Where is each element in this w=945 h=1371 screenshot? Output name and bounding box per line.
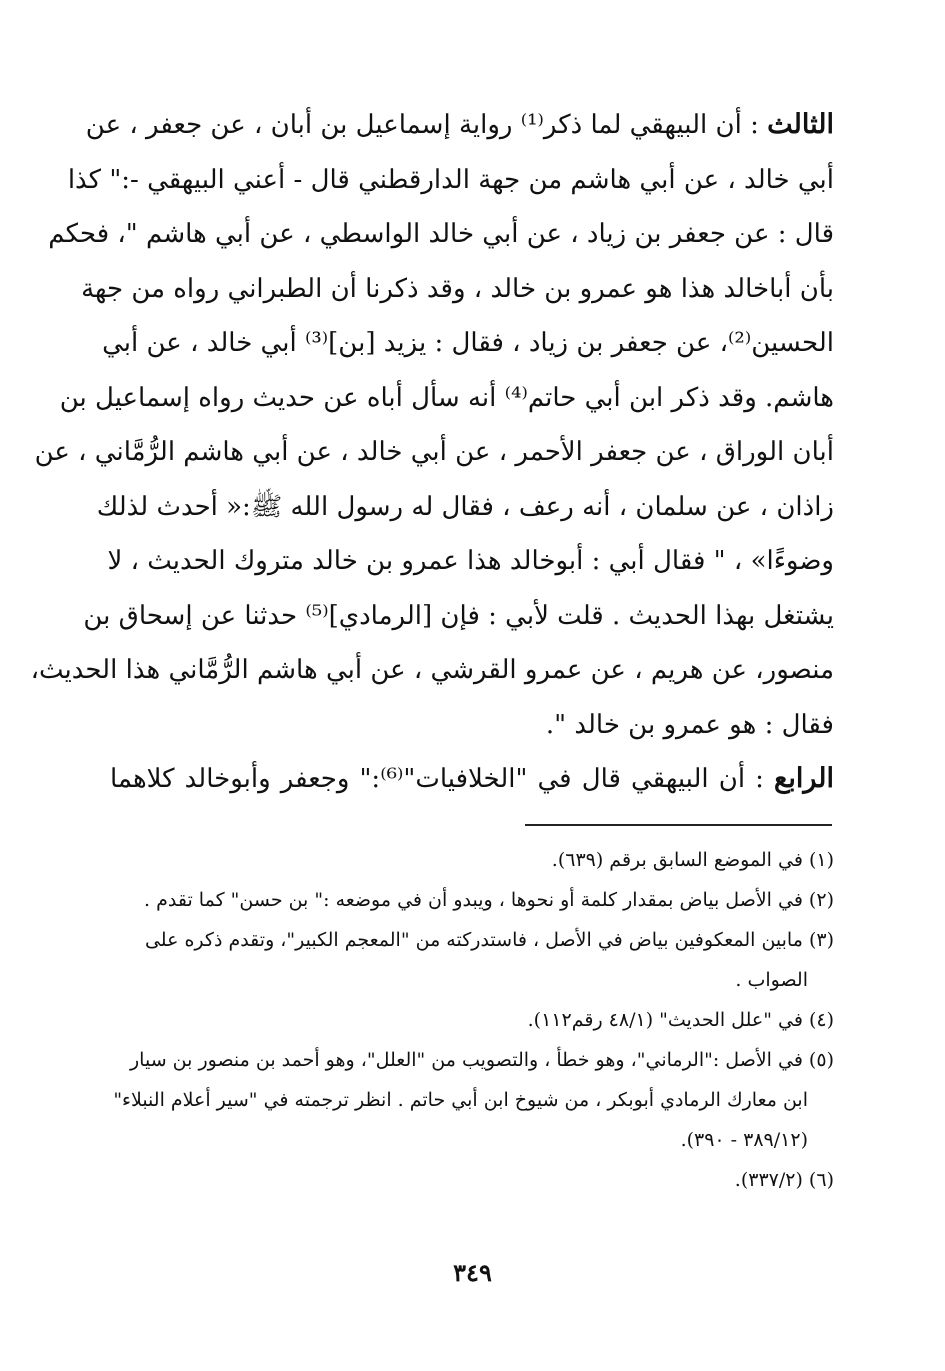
footnotes bbox=[110, 840, 834, 1200]
text-line: قال : عن جعفر بن زياد ، عن أبي خالد الواسطي ، عن أبي هاشم "، فحكم bbox=[48, 219, 834, 249]
page-number: ٣٤٩ bbox=[453, 1258, 492, 1287]
footnote-separator bbox=[525, 824, 832, 826]
footnote-continuation: الصواب . bbox=[735, 969, 808, 991]
text-line: يشتغل بهذا الحديث . قلت لأبي : فإن [الرمادي]⁽⁵⁾ حدثنا عن إسحاق بن bbox=[83, 600, 834, 631]
text-line: زاذان ، عن سلمان ، أنه رعف ، فقال له رسول الله ﷺ:« أحدث لذلك bbox=[96, 491, 834, 522]
text-line: الثالث : أن البيهقي لما ذكر⁽¹⁾ رواية إسماعيل بن أبان ، عن جعفر ، عن bbox=[85, 109, 834, 140]
text-line: فقال : هو عمرو بن خالد ". bbox=[545, 709, 834, 740]
text-line: أبان الوراق ، عن جعفر الأحمر ، عن أبي خالد ، عن أبي هاشم الرُّمَّاني ، عن bbox=[34, 437, 834, 467]
footnote: (٣) مابين المعكوفين بياض في الأصل ، فاستدركته من "المعجم الكبير"، وتقدم ذكره على bbox=[144, 929, 834, 951]
text-line: وضوءًا» ، " فقال أبي : أبوخالد هذا عمرو بن خالد متروك الحديث ، لا bbox=[107, 546, 834, 576]
main-text bbox=[30, 98, 834, 807]
footnote: (٦) (٣٣٧/٢). bbox=[734, 1169, 834, 1191]
text-line: الرابع : أن البيهقي قال في "الخلافيات"⁽⁶⁾:" وجعفر وأبوخالد كلاهما bbox=[110, 763, 834, 794]
footnote-continuation: ابن معارك الرمادي أبوبكر ، من شيوخ ابن أبي حاتم . انظر ترجمته في "سير أعلام النبلاء" bbox=[113, 1089, 808, 1111]
text-line: أبي خالد ، عن أبي هاشم من جهة الدارقطني قال - أعني البيهقي -:" كذا bbox=[67, 164, 834, 195]
footnote-continuation: (٣٨٩/١٢ - ٣٩٠). bbox=[680, 1129, 808, 1151]
footnote: (٥) في الأصل :"الرماني"، وهو خطأ ، والتصويب من "العلل"، وهو أحمد بن منصور بن سيار bbox=[130, 1049, 834, 1071]
section-heading: الثالث bbox=[767, 109, 834, 140]
text-line: منصور، عن هريم ، عن عمرو القرشي ، عن أبي هاشم الرُّمَّاني هذا الحديث، bbox=[30, 655, 834, 685]
footnote: (٢) في الأصل بياض بمقدار كلمة أو نحوها ، ويبدو أن في موضعه :" بن حسن" كما تقدم . bbox=[144, 889, 834, 911]
section-heading: الرابع bbox=[773, 763, 834, 794]
footnote: (١) في الموضع السابق برقم (٦٣٩). bbox=[551, 849, 834, 871]
footnote: (٤) في "علل الحديث" (٤٨/١ رقم١١٢). bbox=[527, 1009, 834, 1031]
text-line: الحسين⁽²⁾، عن جعفر بن زياد ، فقال : يزيد [بن]⁽³⁾ أبي خالد ، عن أبي bbox=[102, 328, 834, 358]
text-line: هاشم. وقد ذكر ابن أبي حاتم⁽⁴⁾ أنه سأل أباه عن حديث رواه إسماعيل بن bbox=[59, 382, 834, 413]
text-line: بأن أباخالد هذا هو عمرو بن خالد ، وقد ذكرنا أن الطبراني رواه من جهة bbox=[81, 273, 834, 304]
